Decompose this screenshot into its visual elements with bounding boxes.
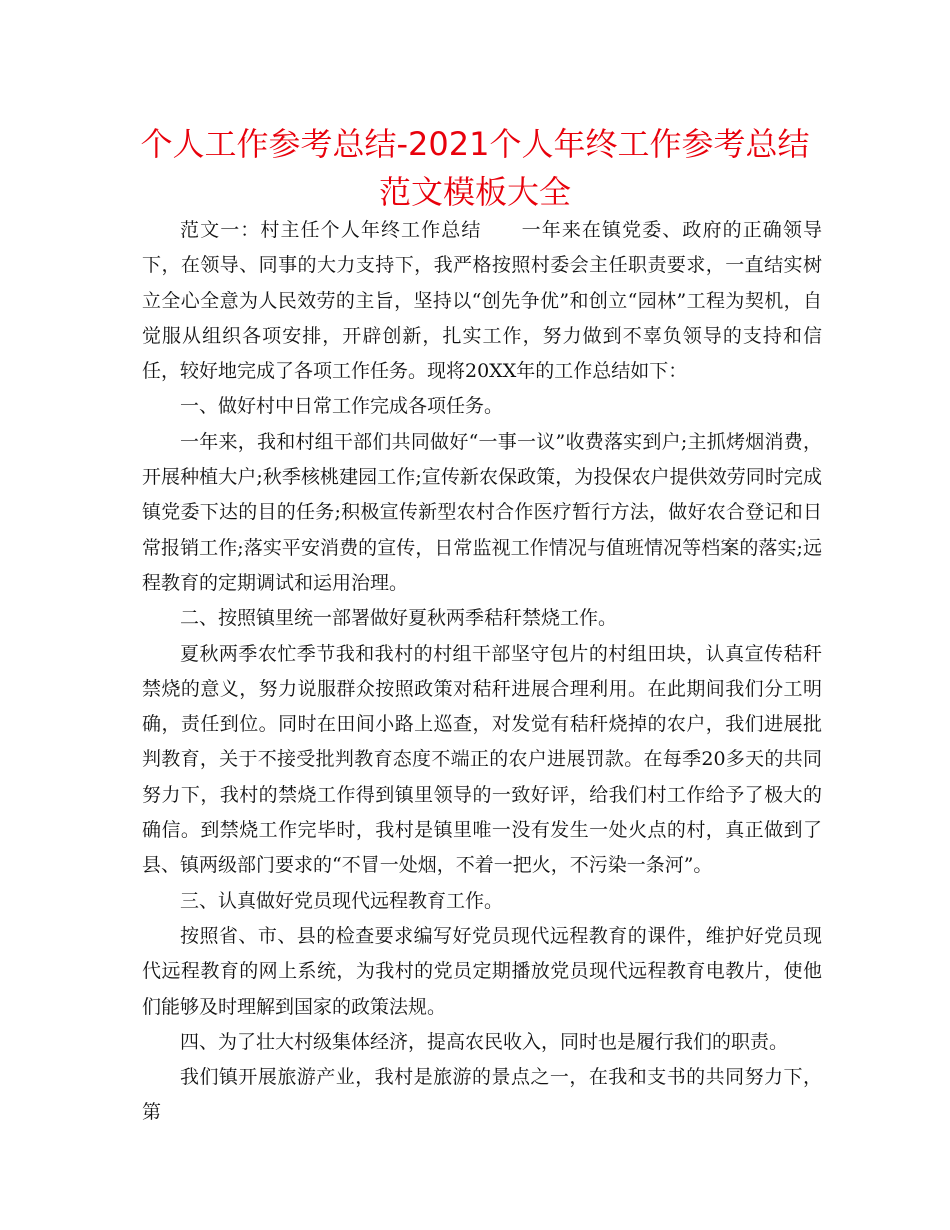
paragraph-section-1: 一年来，我和村组干部们共同做好“一事一议”收费落实到户;主抓烤烟消费，开展种植大户;秋季核桃建园工作;宣传新农保政策，为投保农户提供效劳同时完成镇党委下达的目的任务;积极宣传新型农村合作医疗暂行方法，做好农合登记和日常报销工作;落实平安消费的宣传，日常监视工作情况与值班情况等档案的落实;远程教育的定期调试和运用治理。 <box>142 430 822 594</box>
title-line-1: 个人工作参考总结-2021个人年终工作参考总结 <box>140 125 810 163</box>
paragraph-section-3: 按照省、市、县的检查要求编写好党员现代远程教育的课件，维护好党员现代远程教育的网上系统，为我村的党员定期播放党员现代远程教育电教片，使他们能够及时理解到国家的政策法规。 <box>142 924 822 1018</box>
section-heading-4: 四、为了壮大村级集体经济，提高农民收入，同时也是履行我们的职责。 <box>180 1030 789 1053</box>
title-line-2: 范文模板大全 <box>378 173 571 211</box>
paragraph-intro: 范文一：村主任个人年终工作总结 一年来在镇党委、政府的正确领导下，在领导、同事的大力支持下，我严格按照村委会主任职责要求，一直结实树立全心全意为人民效劳的主旨，坚持以“创先争优”和创立“园林”工程为契机，自觉服从组织各项安排，开辟创新，扎实工作，努力做到不辜负领导的支持和信任，较好地完成了各项工作任务。现将20XX年的工作总结如下： <box>142 219 822 383</box>
paragraph-section-4: 我们镇开展旅游产业，我村是旅游的景点之一，在我和支书的共同努力下，第 <box>142 1066 822 1124</box>
section-heading-1: 一、做好村中日常工作完成各项任务。 <box>180 395 504 418</box>
paragraph-section-2: 夏秋两季农忙季节我和我村的村组干部坚守包片的村组田块，认真宣传秸秆禁烧的意义，努力说服群众按照政策对秸秆进展合理利用。在此期间我们分工明确，责任到位。同时在田间小路上巡查，对发觉有秸秆烧掉的农户，我们进展批判教育，关于不接受批判教育态度不端正的农户进展罚款。在每季20多天的共同努力下，我村的禁烧工作得到镇里领导的一致好评，给我们村工作给予了极大的确信。到禁烧工作完毕时，我村是镇里唯一没有发生一处火点的村，真正做到了县、镇两级部门要求的“不冒一处烟，不着一把火，不污染一条河”。 <box>142 642 822 877</box>
section-heading-2: 二、按照镇里统一部署做好夏秋两季秸秆禁烧工作。 <box>180 607 618 630</box>
document-body <box>142 213 822 1131</box>
document-title <box>130 120 820 216</box>
section-heading-3: 三、认真做好党员现代远程教育工作。 <box>180 889 504 912</box>
